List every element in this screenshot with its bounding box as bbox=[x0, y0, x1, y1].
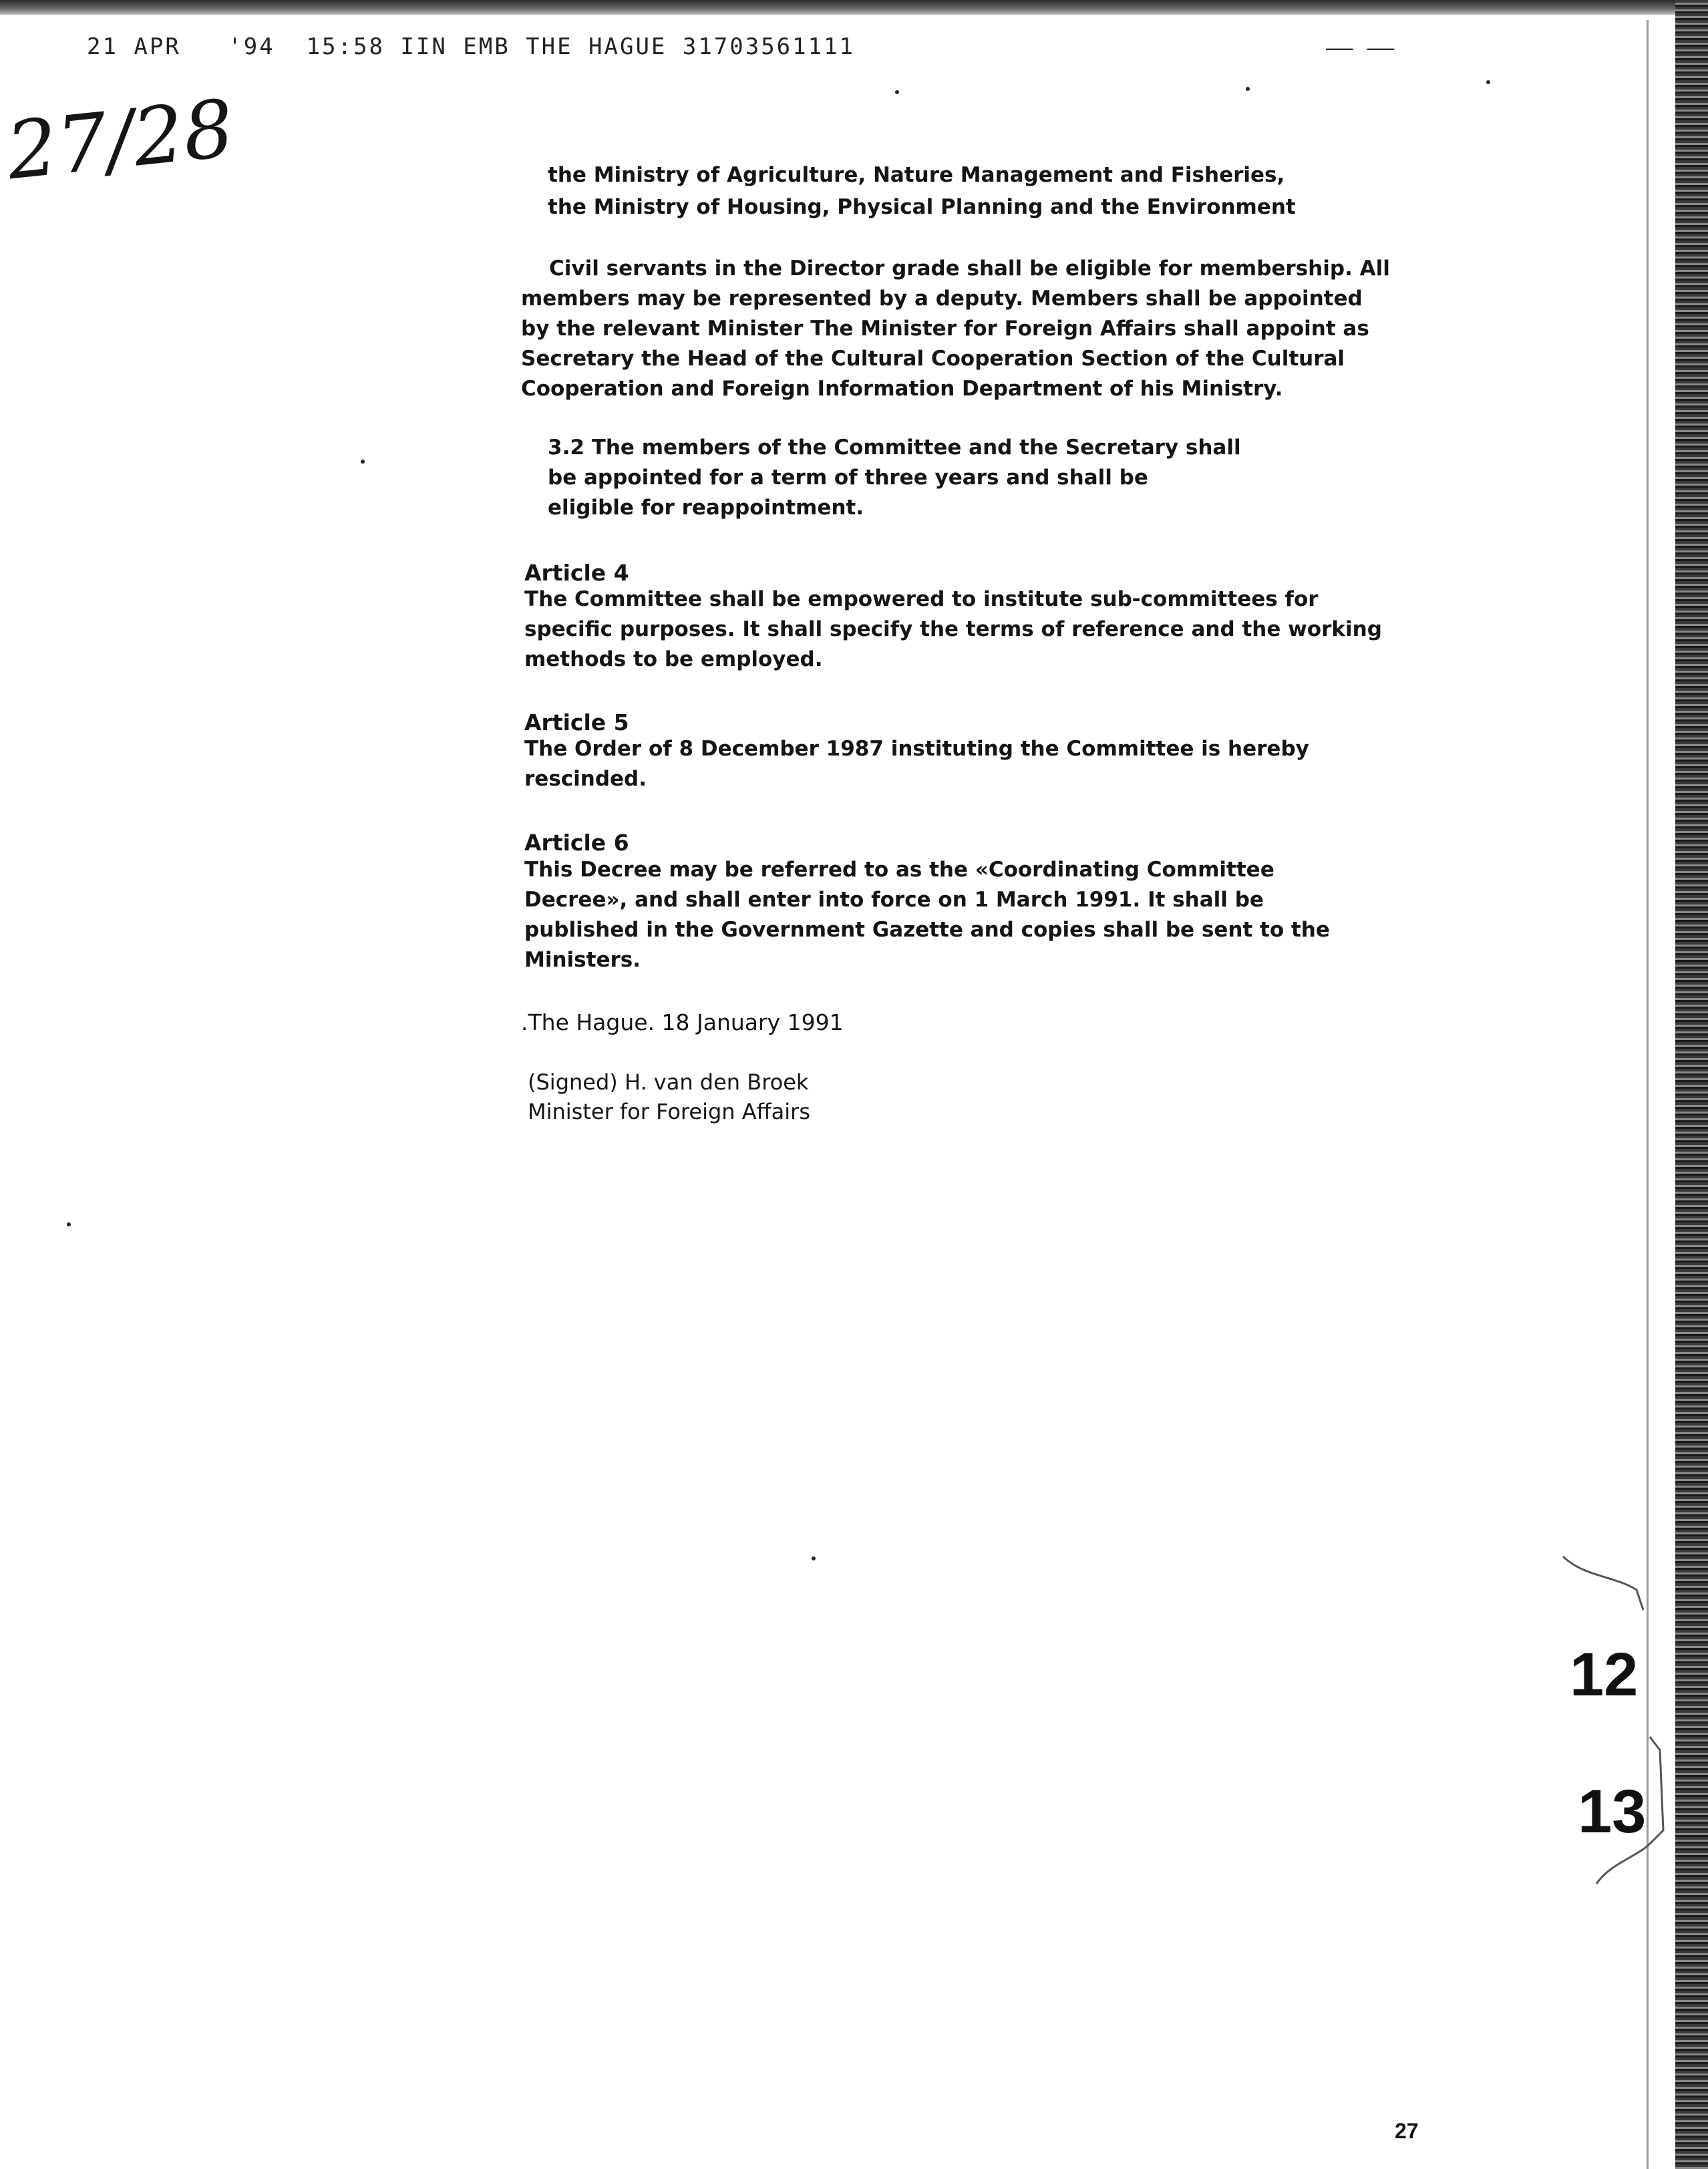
scan-right-edge bbox=[1675, 0, 1708, 2169]
scan-speck bbox=[1246, 87, 1250, 91]
article-heading: Article 6 bbox=[524, 830, 629, 856]
divider-tab-13: 13 bbox=[1578, 1778, 1647, 1846]
scan-top-edge bbox=[0, 0, 1708, 15]
scan-speck bbox=[361, 460, 365, 464]
article-heading: Article 5 bbox=[524, 709, 629, 735]
divider-tab-12: 12 bbox=[1570, 1641, 1639, 1709]
scan-speck bbox=[812, 1556, 816, 1560]
scan-speck bbox=[895, 90, 899, 94]
scan-speck bbox=[67, 1222, 71, 1226]
article-body: The Order of 8 December 1987 instituting the Committee is hereby rescinded. bbox=[524, 737, 1309, 791]
handwritten-page-note: 27/28 bbox=[2, 81, 238, 198]
place-date: .The Hague. 18 January 1991 bbox=[521, 1009, 844, 1035]
paragraph-civil-servants: Civil servants in the Director grade shall be eligible for membership. All members may be represented by a deputy. Members shall be appointed by the relevant Minister The Minister for Foreign Affairs shall appoint as Secretary the Head of the Cultural Cooperation Section of the Cultural Cooperation and Foreign Information Department of his Ministry. bbox=[521, 257, 1390, 401]
signature-line: Minister for Foreign Affairs bbox=[528, 1099, 810, 1124]
paragraph-3-2: 3.2 The members of the Committee and the Secretary shall be appointed for a term of three years and shall be eligible for reappointment. bbox=[548, 436, 1241, 520]
ministry-line: the Ministry of Agriculture, Nature Management and Fisheries, bbox=[548, 163, 1285, 187]
scan-speck bbox=[1486, 80, 1490, 84]
fax-header: 21 APR '94 15:58 IIN EMB THE HAGUE 31703561111 bbox=[87, 33, 856, 60]
fax-header-right: —— —— bbox=[1326, 35, 1395, 61]
signature-line: (Signed) H. van den Broek bbox=[528, 1069, 809, 1095]
article-body: The Committee shall be empowered to institute sub-committees for specific purposes. It shall specify the terms of reference and the working methods to be employed. bbox=[524, 587, 1382, 671]
ministry-line: the Ministry of Housing, Physical Planning and the Environment bbox=[548, 195, 1296, 219]
article-heading: Article 4 bbox=[524, 560, 629, 586]
page-number: 27 bbox=[1395, 2119, 1419, 2143]
article-body: This Decree may be referred to as the «Coordinating Committee Decree», and shall enter into force on 1 March 1991. It shall be published in the Government Gazette and copies shall be sent to the Ministers. bbox=[524, 858, 1330, 972]
